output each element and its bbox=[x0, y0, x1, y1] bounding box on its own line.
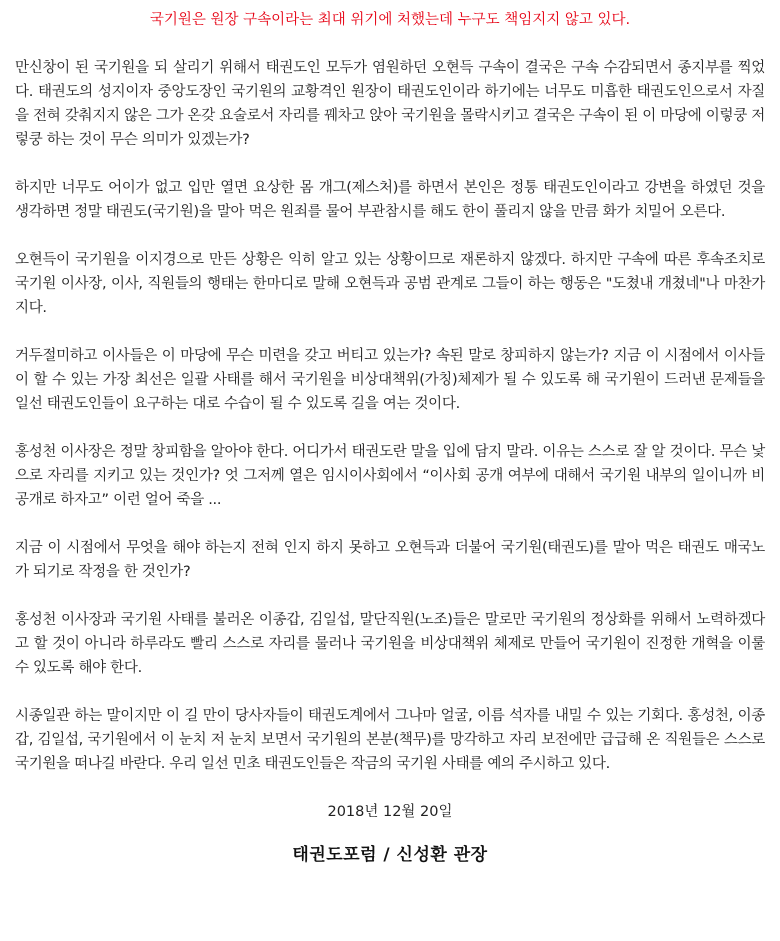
paragraph-7: 홍성천 이사장과 국기원 사태를 불러온 이종갑, 김일섭, 말단직원(노조)들은 말로만 국기원의 정상화를 위해서 노력하겠다고 할 것이 아니라 하루라도 빨리 스스로 자리를 물러나 국기원을 비상대책위 체제로 만들어 국기원이 진정한 개혁을 이룰수 있도록 해야 한다. bbox=[15, 612, 765, 676]
paragraph-2: 하지만 너무도 어이가 없고 입만 열면 요상한 몸 개그(제스처)를 하면서 본인은 정통 태권도인이라고 강변을 하였던 것을 생각하면 정말 태권도(국기원)을 말아 먹은 원죄를 물어 부관참시를 해도 한이 풀리지 않을 만큼 화가 치밀어 오른다. bbox=[15, 180, 765, 220]
article-date: 2018년 12월 20일 bbox=[327, 804, 453, 820]
author-signature: 태권도포럼 / 신성환 관장 bbox=[292, 845, 488, 865]
headline: 국기원은 원장 구속이라는 최대 위기에 처했는데 누구도 책임지지 않고 있다. bbox=[149, 12, 631, 28]
paragraph-1: 만신창이 된 국기원을 되 살리기 위해서 태권도인 모두가 염원하던 오현득 구속이 결국은 구속 수감되면서 종지부를 찍었다. 태권도의 성지이자 중앙도장인 국기원의 교황격인 원장이 태권도인이라 하기에는 너무도 미흡한 태권도인으로서 자질을 전혀 갖춰지지 않은 그가 온갖 요술로서 자리를 꿰차고 앉아 국기원을 몰락시키고 결국은 구속이 된 이 마당에 이렇쿵 저렇쿵 하는 것이 무슨 의미가 있겠는가? bbox=[15, 60, 765, 148]
paragraph-5: 홍성천 이사장은 정말 창피함을 알아야 한다. 어디가서 태권도란 말을 입에 담지 말라. 이유는 스스로 잘 알 것이다. 무슨 낯으로 자리를 지키고 있는 것인가? 엇 그저께 열은 임시이사회에서 “이사회 공개 여부에 대해서 국기원 내부의 일이니까 비공개로 하자고” 이런 얼어 죽을 ... bbox=[15, 444, 765, 508]
paragraph-8: 시종일관 하는 말이지만 이 길 만이 당사자들이 태권도계에서 그나마 얼굴, 이름 석자를 내밀 수 있는 기회다. 홍성천, 이종갑, 김일섭, 국기원에서 이 눈치 저 눈치 보면서 국기원의 본분(책무)를 망각하고 자리 보전에만 급급해 온 직원들은 스스로 국기원을 떠나길 바란다. 우리 일선 민초 태권도인들은 작금의 국기원 사태를 예의 주시하고 있다. bbox=[15, 708, 765, 772]
paragraph-3: 오현득이 국기원을 이지경으로 만든 상황은 익히 알고 있는 상황이므로 재론하지 않겠다. 하지만 구속에 따른 후속조치로 국기원 이사장, 이사, 직원들의 행태는 한마디로 말해 오현득과 공범 관계로 그들이 하는 행동은 "도쳤내 개쳤네"나 마찬가지다. bbox=[15, 252, 765, 316]
paragraph-4: 거두절미하고 이사들은 이 마당에 무슨 미련을 갖고 버티고 있는가? 속된 말로 창피하지 않는가? 지금 이 시점에서 이사들이 할 수 있는 가장 최선은 일괄 사태를 해서 국기원을 비상대책위(가칭)체제가 될 수 있도록 해 국기원이 드러낸 문제들을 일선 태권도인들이 요구하는 대로 수습이 될 수 있도록 길을 여는 것이다. bbox=[15, 348, 765, 412]
paragraph-6: 지금 이 시점에서 무엇을 해야 하는지 전혀 인지 하지 못하고 오현득과 더불어 국기원(태권도)를 말아 먹은 태권도 매국노가 되기로 작정을 한 것인가? bbox=[15, 540, 765, 580]
